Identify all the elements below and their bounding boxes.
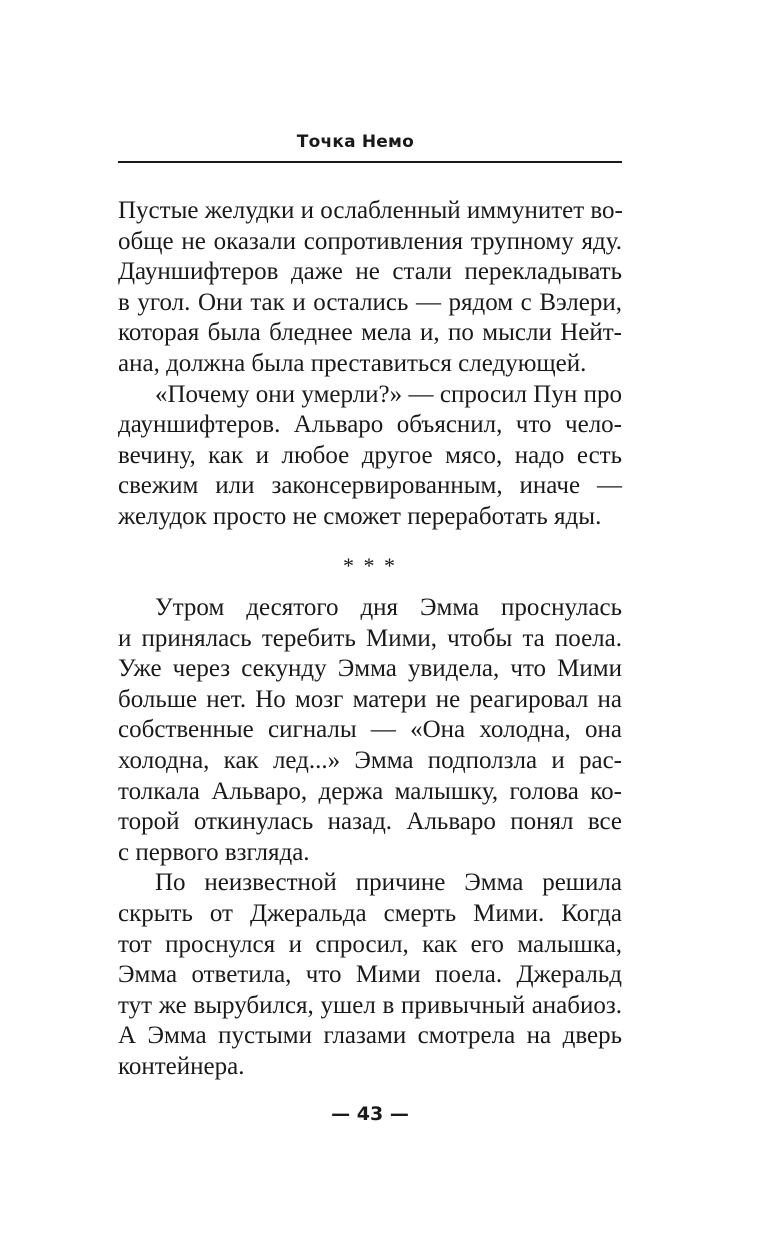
text-line: обще не оказали сопротивления трупному яду. (118, 227, 622, 255)
text-line: Утром десятого дня Эмма проснулась (155, 594, 622, 621)
text-line: желудок просто не сможет переработать яды. (118, 502, 602, 530)
text-line: А Эмма пустыми глазами смотрела на дверь (118, 1022, 622, 1050)
text-line: дауншифтеров. Альваро объяснил, что чело- (118, 411, 622, 439)
text-block-bottom (118, 593, 622, 1083)
page-number: — 43 — (331, 1103, 409, 1125)
paragraph-1 (118, 196, 622, 380)
text-line: Дауншифтеров даже не стали перекладывать (118, 258, 622, 286)
paragraph-3 (118, 593, 622, 868)
text-line: тот проснулся и спросил, как его малышка, (118, 930, 622, 958)
running-title: Точка Немо (296, 132, 414, 152)
text-line: контейнера. (118, 1052, 245, 1080)
paragraph-4 (118, 868, 622, 1082)
text-line: холодна, как лед...» Эмма подползла и рас- (118, 746, 622, 774)
text-line: толкала Альваро, держа малышку, голова ко- (118, 777, 622, 805)
text-line: с первого взгляда. (118, 838, 310, 866)
running-header (118, 132, 622, 152)
paragraph-2 (118, 380, 622, 533)
text-line: вечину, как и любое другое мясо, надо есть (118, 441, 622, 469)
text-line: Пустые желудки и ослабленный иммунитет во- (118, 197, 623, 224)
text-line: «Почему они умерли?» — спросил Пун про (155, 380, 622, 408)
text-line: собственные сигналы — «Она холодна, она (118, 716, 622, 744)
text-line: торой откинулась назад. Альваро понял все (118, 808, 622, 836)
text-block-top (118, 196, 622, 533)
text-line: Уже через секунду Эмма увидела, что Мими (118, 655, 622, 683)
text-line: тут же вырубился, ушел в привычный анабиоз. (118, 991, 622, 1019)
text-line: в угол. Они так и остались — рядом с Вэлери, (118, 288, 622, 316)
text-line: По неизвестной причине Эмма решила (155, 869, 622, 897)
section-break: * * * (343, 553, 397, 578)
text-line: скрыть от Джеральда смерть Мими. Когда (118, 899, 622, 927)
text-line: больше нет. Но мозг матери не реагировал на (118, 685, 622, 713)
text-line: ана, должна была преставиться следующей. (118, 349, 587, 377)
header-rule (118, 161, 622, 163)
text-line: свежим или законсервированным, иначе — (118, 472, 622, 500)
text-line: которая была бледнее мела и, по мысли Нейт- (118, 319, 622, 347)
text-line: и принялась теребить Мими, чтобы та поела. (118, 624, 622, 652)
text-line: Эмма ответила, что Мими поела. Джеральд (118, 961, 622, 989)
